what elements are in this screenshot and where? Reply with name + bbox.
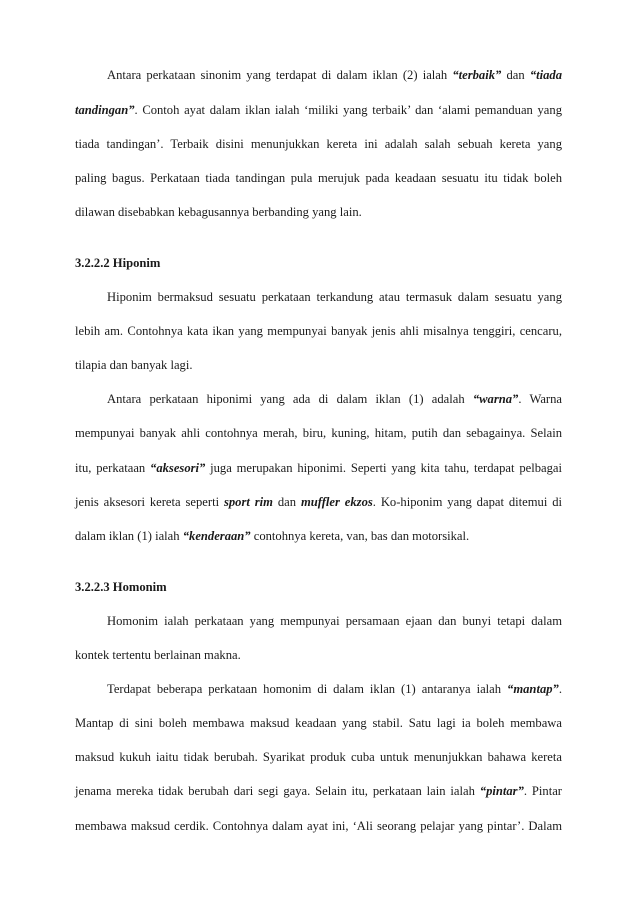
term-muffler-ekzos: muffler ekzos: [300, 495, 373, 509]
sinonim-line-2: [75, 102, 562, 118]
section-heading-hiponim: 3.2.2.2 Hiponim: [75, 256, 161, 270]
homonim-line-3: [107, 681, 562, 697]
term-terbaik: “terbaik”: [452, 68, 502, 82]
hiponim-line-7: [75, 494, 562, 510]
section-heading-homonim: 3.2.2.3 Homonim: [75, 580, 167, 594]
term-tandingan: tandingan”: [75, 103, 135, 117]
term-mantap: “mantap”: [507, 682, 559, 696]
text-span: contohnya kereta, van, bas dan motorsikal.: [250, 529, 470, 543]
homonim-line-7: membawa maksud cerdik. Contohnya dalam ayat ini, ‘Ali seorang pelajar yang pintar’. Dalam: [75, 819, 562, 833]
text-span: .: [558, 682, 562, 696]
text-span: dan: [272, 495, 301, 509]
hiponim-line-8: [75, 528, 562, 544]
text-span: Antara perkataan sinonim yang terdapat di dalam iklan (2) ialah: [107, 68, 453, 82]
homonim-line-4: Mantap di sini boleh membawa maksud keadaan yang stabil. Satu lagi ia boleh membawa: [75, 716, 562, 730]
text-span: . Warna: [518, 392, 563, 406]
term-pintar: “pintar”: [479, 784, 524, 798]
sinonim-line-1: [107, 67, 562, 83]
hiponim-line-2: lebih am. Contohnya kata ikan yang mempunyai banyak jenis ahli misalnya tenggiri, cencaru,: [75, 324, 562, 338]
text-span: Antara perkataan hiponimi yang ada di dalam iklan (1) adalah: [107, 392, 473, 406]
sinonim-line-5: dilawan disebabkan kebagusannya berbanding yang lain.: [75, 205, 362, 219]
text-span: dan: [501, 68, 530, 82]
sinonim-line-4: paling bagus. Perkataan tiada tandingan pula merujuk pada keadaan sesuatu itu tidak boleh: [75, 171, 562, 185]
homonim-line-6: [75, 783, 562, 799]
sinonim-line-3: tiada tandingan’. Terbaik disini menunjukkan kereta ini adalah salah sebuah kereta yang: [75, 137, 562, 151]
homonim-line-1: Homonim ialah perkataan yang mempunyai persamaan ejaan dan bunyi tetapi dalam: [107, 614, 562, 628]
text-span: jenis aksesori kereta seperti: [75, 495, 224, 509]
term-sport-rim: sport rim: [223, 495, 273, 509]
homonim-line-5: maksud kukuh iaitu tidak berubah. Syarikat produk cuba untuk menunjukkan bahawa kereta: [75, 750, 562, 764]
text-span: . Pintar: [523, 784, 562, 798]
text-span: dalam iklan (1) ialah: [75, 529, 183, 543]
term-tiada: “tiada: [529, 68, 563, 82]
text-span: Terdapat beberapa perkataan homonim di dalam iklan (1) antaranya ialah: [107, 682, 508, 696]
term-warna: “warna”: [472, 392, 519, 406]
hiponim-line-1: Hiponim bermaksud sesuatu perkataan terkandung atau termasuk dalam sesuatu yang: [107, 290, 562, 304]
hiponim-line-4: [107, 391, 562, 407]
hiponim-line-6: [75, 460, 562, 476]
text-span: jenama mereka tidak berubah dari segi gaya. Selain itu, perkataan lain ialah: [75, 784, 480, 798]
hiponim-line-5: mempunyai banyak ahli contohnya merah, biru, kuning, hitam, putih dan sebagainya. Selain: [75, 426, 562, 440]
text-span: juga merupakan hiponimi. Seperti yang kita tahu, terdapat pelbagai: [205, 461, 562, 475]
homonim-line-2: kontek tertentu berlainan makna.: [75, 648, 241, 662]
text-span: . Contoh ayat dalam iklan ialah ‘miliki yang terbaik’ dan ‘alami pemanduan yang: [134, 103, 562, 117]
text-span: . Ko-hiponim yang dapat ditemui di: [372, 495, 563, 509]
hiponim-line-3: tilapia dan banyak lagi.: [75, 358, 193, 372]
term-aksesori: “aksesori”: [150, 461, 206, 475]
term-kenderaan: “kenderaan”: [182, 529, 251, 543]
text-span: itu, perkataan: [75, 461, 151, 475]
